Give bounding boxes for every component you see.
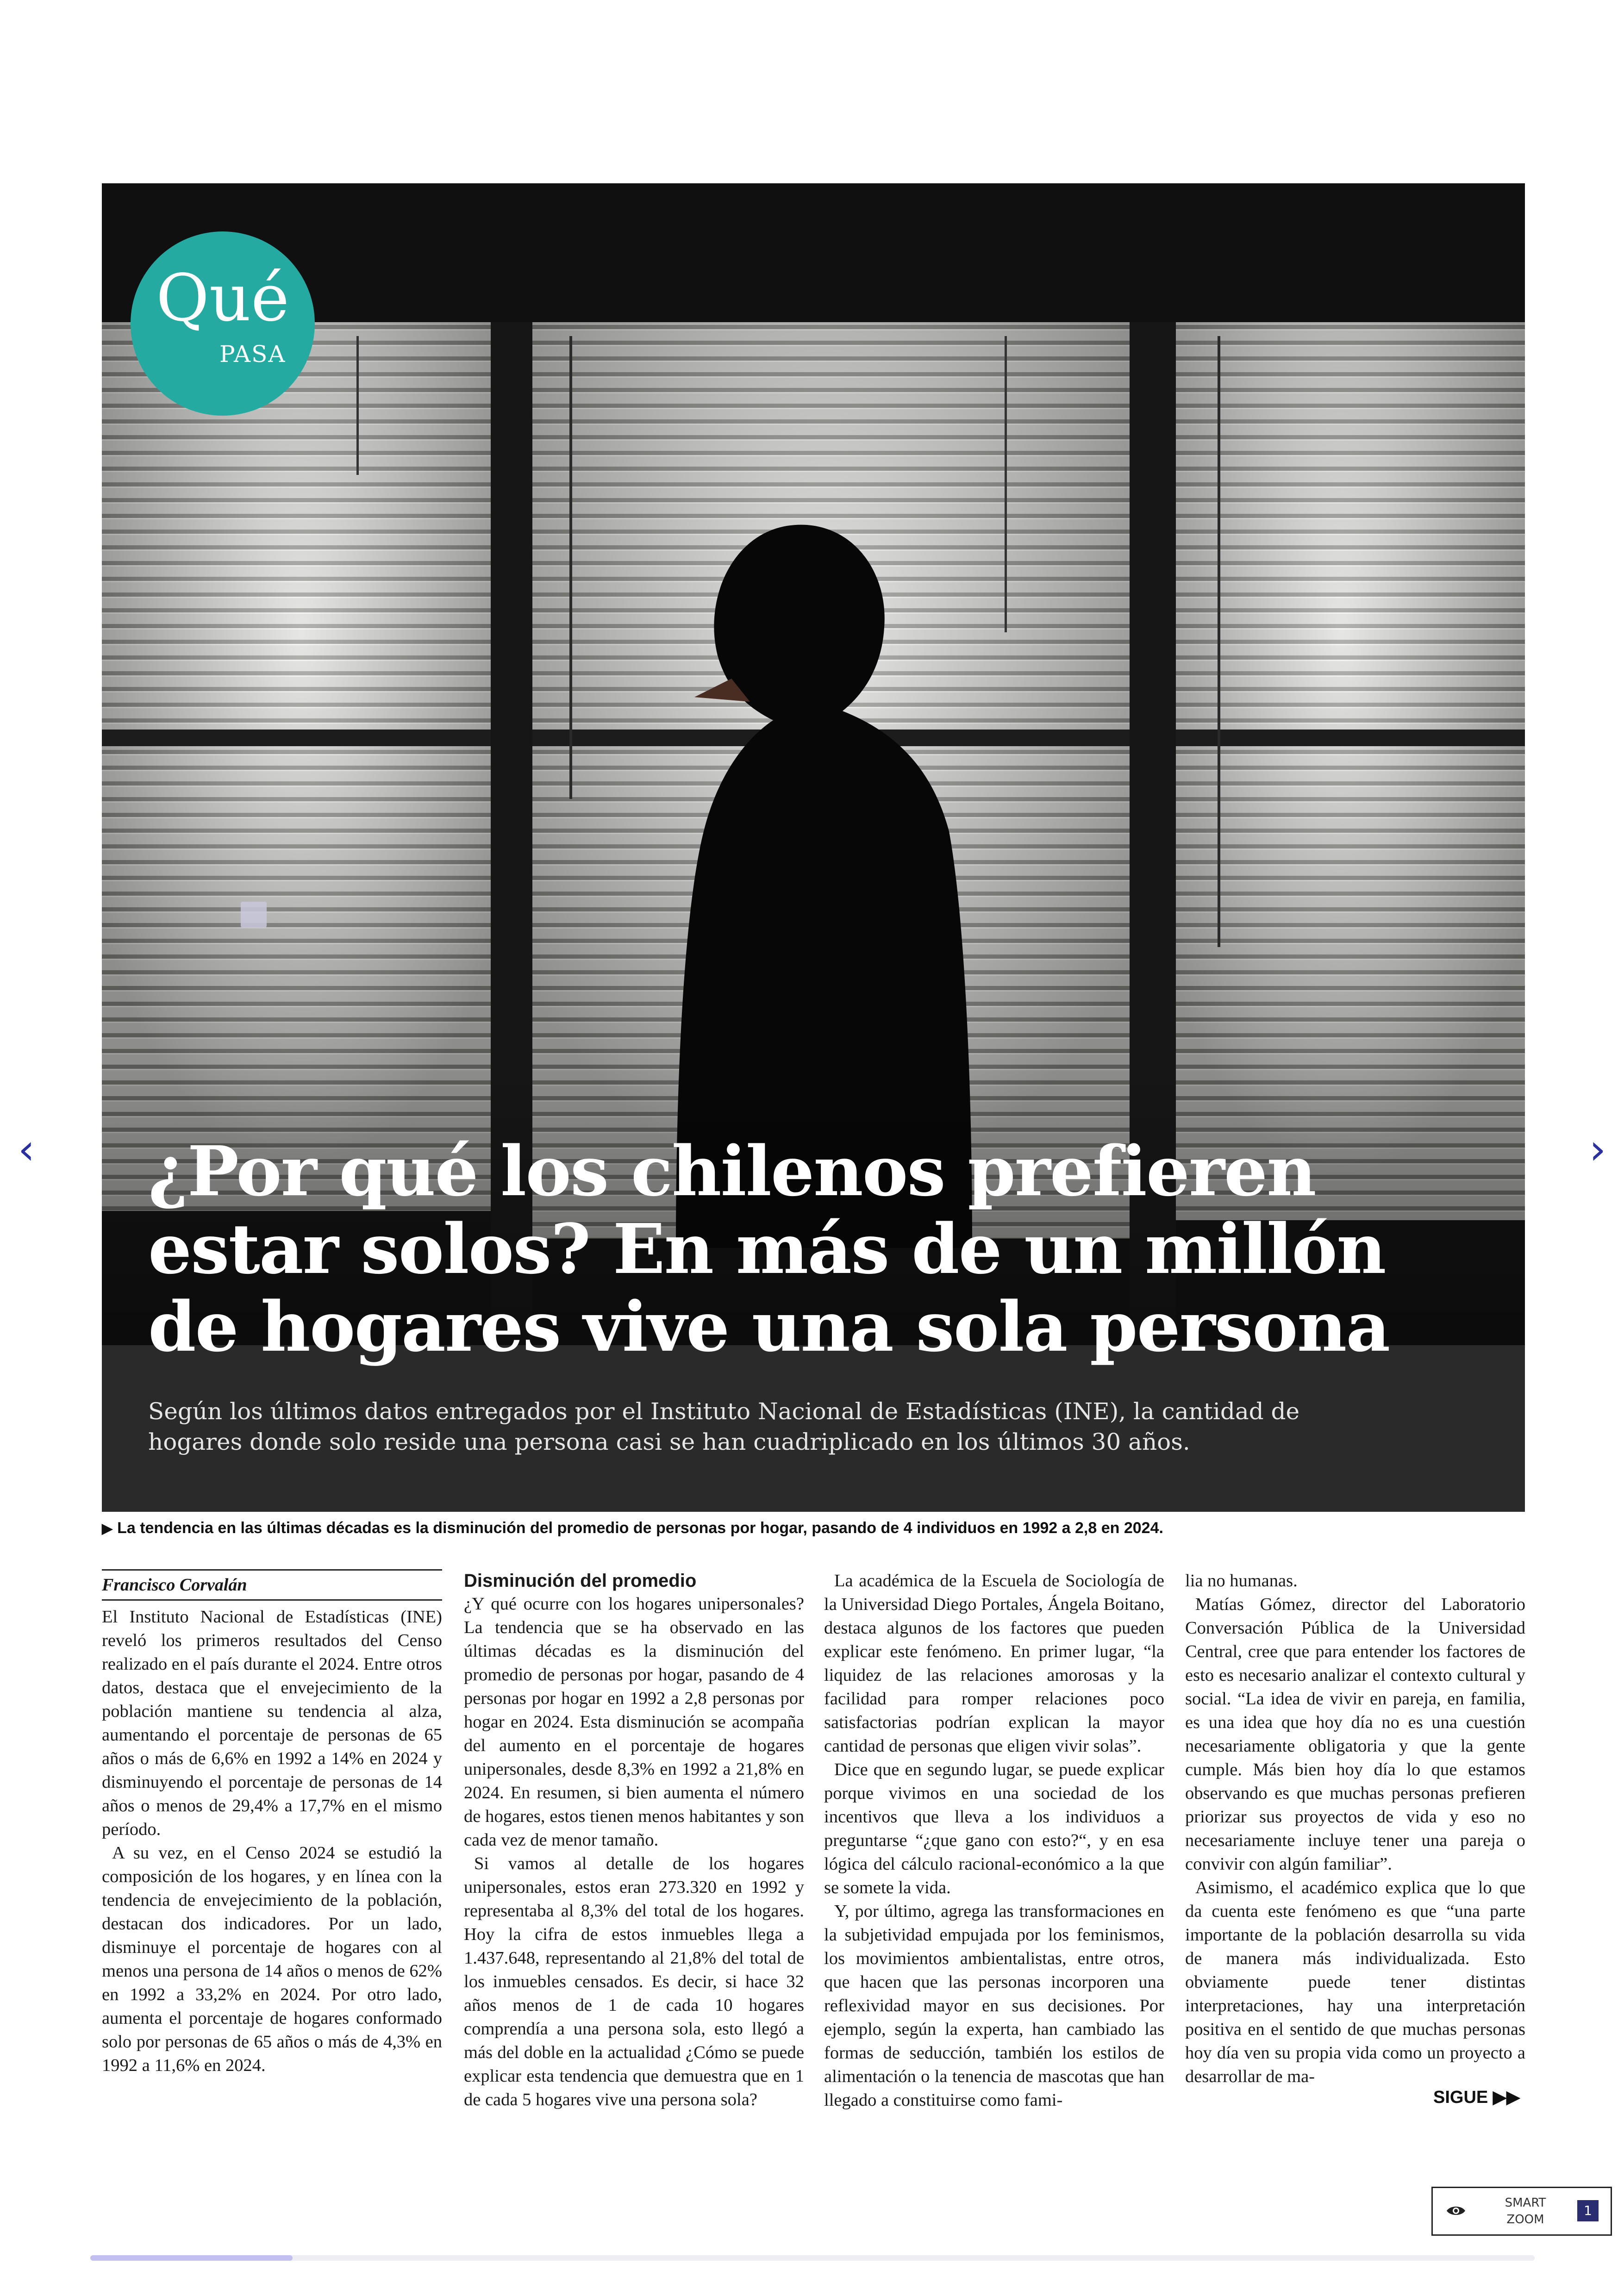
- previous-page-button[interactable]: [6, 1124, 47, 1175]
- page-number-badge: 1: [1577, 2200, 1599, 2221]
- reading-progress-fill: [90, 2255, 293, 2261]
- logo-text-que: Qué: [156, 261, 289, 336]
- body-paragraph: Y, por último, agrega las transformaciones en la subjetividad empujada por los feminismos, los movimientos ambientalistas, entre otros, que hacen que las personas incorporen una reflexividad mayor en sus decisiones. Por ejemplo, según la experta, han cambiado las formas de seducción, también los estilos de alimentación o la tenencia de mascotas que han llegado a constituirse como fami-: [824, 1902, 1164, 2110]
- article-column-3: [824, 1569, 1164, 2112]
- section-subheading: Disminución del promedio: [464, 1571, 697, 1591]
- caption-text: La tendencia en las últimas décadas es la disminución del promedio de personas por hogar, pasando de 4 individuos en 1992 a 2,8 en 2024.: [117, 1519, 1163, 1537]
- body-paragraph: Si vamos al detalle de los hogares unipersonales, estos eran 273.320 en 1992 y representaba al 8,3% del total de los hogares. Hoy la cifra de estos inmuebles llega a 1.437.648, representando al 21,8% del total de los inmuebles censados. Es decir, si hace 32 años menos de 1 de cada 10 hogares comprendía a una persona sola, esto llegó a más del doble en la actualidad ¿Cómo se puede explicar esta tendencia que demuestra que en 1 de cada 5 hogares vive una persona sola?: [464, 1854, 804, 2109]
- body-paragraph: lia no humanas.: [1185, 1571, 1298, 1590]
- headline: ¿Por qué los chilenos prefieren estar solos? En más de un millón de hogares vive una sola persona: [148, 1131, 1390, 1367]
- photo-caption: [102, 1519, 1525, 1537]
- chevron-right-icon: ›: [1589, 1125, 1606, 1174]
- article-column-4: [1185, 1569, 1525, 2089]
- document-note-icon[interactable]: [241, 902, 267, 928]
- article-column-1: [102, 1569, 442, 2077]
- eye-icon: [1446, 2204, 1466, 2218]
- body-paragraph: La académica de la Escuela de Sociología de la Universidad Diego Portales, Ángela Boitano, destaca algunos de los factores que pueden explicar este fenómeno. En primer lugar, “la liquidez de las relaciones amorosas y la facilidad para romper relaciones poco satisfactorias podrían explican la mayor cantidad de personas que eligen vivir solas”.: [824, 1571, 1164, 1756]
- smart-zoom-label-line2: ZOOM: [1506, 2213, 1544, 2226]
- author-byline: Francisco Corvalán: [102, 1573, 442, 1601]
- body-paragraph: Asimismo, el académico explica que lo que da cuenta este fenómeno es que “una parte importante de la población desarrolla su vida de manera más individualizada. Esto obviamente puede tener distintas interpretaciones, hay una interpretación positiva en el sentido de que muchas personas hoy día ven su propia vida como un proyecto a desarrollar de ma-: [1185, 1878, 1525, 2086]
- smart-zoom-button[interactable]: [1431, 2187, 1612, 2236]
- smart-zoom-label: [1498, 2195, 1553, 2228]
- body-paragraph: A su vez, en el Censo 2024 se estudió la composición de los hogares, y en línea con la tendencia de envejecimiento de la población, destacan dos indicadores. Por un lado, disminuye el porcentaje de hogares con al menos una persona de 14 años o menos de 62% en 1992 a 33,2% en 2024. Por otro lado, aumenta el porcentaje de hogares conformado solo por personas de 65 años o más de 4,3% en 1992 a 11,6% en 2024.: [102, 1843, 442, 2075]
- body-paragraph: El Instituto Nacional de Estadísticas (INE) reveló los primeros resultados del Censo realizado en el país durante el 2024. Entre otros datos, destaca que el envejecimiento de la población mantiene su tendencia al alza, aumentando el porcentaje de personas de 65 años o más de 6,6% en 1992 a 14% en 2024 y disminuyendo el porcentaje de personas de 14 años o menos de 29,4% a 17,7% en el mismo período.: [102, 1607, 442, 1839]
- continue-link[interactable]: SIGUE ▶▶: [1433, 2088, 1520, 2107]
- reading-progress-bar[interactable]: [90, 2255, 1535, 2261]
- que-pasa-logo: [131, 231, 315, 416]
- author-rule: [102, 1569, 442, 1571]
- article-column-2: [464, 1569, 804, 2112]
- subtitle: Según los últimos datos entregados por el Instituto Nacional de Estadísticas (INE), la cantidad de hogares donde solo reside una persona casi se han cuadriplicado en los últimos 30 años.: [148, 1398, 1300, 1455]
- next-page-button[interactable]: [1577, 1124, 1618, 1175]
- caption-marker-icon: ▶: [102, 1521, 113, 1536]
- logo-text-pasa: PASA: [219, 341, 286, 368]
- hero-photo: [102, 183, 1525, 1512]
- body-paragraph: Dice que en segundo lugar, se puede explicar porque vivimos en una sociedad de los incentivos que lleva a los individuos a preguntarse “¿que gano con esto?“, y en esa lógica del cálculo racional-económico a la que se somete la vida.: [824, 1760, 1164, 1897]
- body-paragraph: Matías Gómez, director del Laboratorio Conversación Pública de la Universidad Central, cree que para entender los factores de esto es necesario analizar el contexto cultural y social. “La idea de vivir en pareja, en familia, es una idea que hoy día no es una cuestión necesariamente obligatoria y que la gente cumple. Más bien hoy día lo que estamos observando es que muchas personas prefieren priorizar sus proyectos de vida y eso no necesariamente incluye tener una pareja o convivir con algún familiar”.: [1185, 1595, 1525, 1874]
- chevron-left-icon: ‹: [18, 1125, 35, 1174]
- body-paragraph: ¿Y qué ocurre con los hogares unipersonales? La tendencia que se ha observado en las últimas décadas es la disminución del promedio de personas por hogar, pasando de 4 personas por hogar en 1992 a 2,8 personas por hogar en 2024. Esta disminución se acompaña del aumento en el porcentaje de hogares unipersonales, desde 8,3% en 1992 a 21,8% en 2024. En resumen, si bien aumenta el número de hogares, estos tienen menos habitantes y son cada vez de menor tamaño.: [464, 1594, 804, 1850]
- smart-zoom-label-line1: SMART: [1505, 2196, 1546, 2210]
